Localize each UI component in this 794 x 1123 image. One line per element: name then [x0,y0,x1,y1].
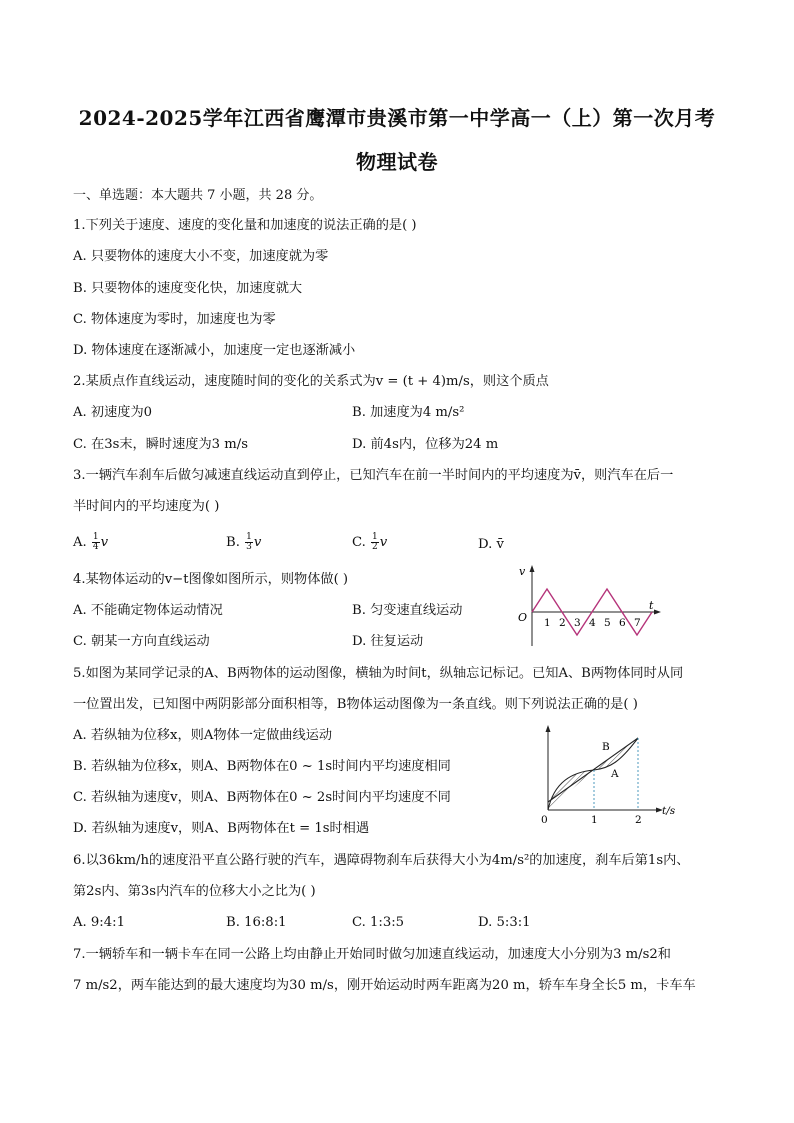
q1-option-c: C. 物体速度为零时，加速度也为零 [73,312,276,327]
q3-stem-line2: 半时间内的平均速度为( ) [73,499,220,514]
q6-option-d: D. 5:3:1 [478,915,531,930]
q5-option-b: B. 若纵轴为位移x，则A、B两物体在0 ~ 1s时间内平均速度相同 [73,759,451,774]
x-axis-label: t/s [662,805,676,817]
exam-title-line2: 物理试卷 [356,150,438,174]
fraction-numerator: 1 [246,532,252,542]
q6-stem-line2: 第2s内、第3s内汽车的位移大小之比为( ) [73,884,316,899]
fraction-denominator: 4 [92,542,99,552]
section-heading: 一、单选题：本大题共 7 小题，共 28 分。 [73,188,323,203]
q4-option-c: C. 朝某一方向直线运动 [73,634,210,649]
q4-option-b: B. 匀变速直线运动 [352,603,463,618]
q1-option-d: D. 物体速度在逐渐减小，加速度一定也逐渐减小 [73,343,356,358]
q1-stem: 1.下列关于速度、速度的变化量和加速度的说法正确的是( ) [73,218,417,233]
origin-label: O [518,611,528,624]
q6-option-b: B. 16:8:1 [226,915,287,930]
fraction [245,533,253,552]
fraction-denominator: 3 [246,542,252,552]
tick-label: 5 [604,617,611,629]
y-axis-arrow [546,725,551,732]
fraction-numerator: 1 [92,532,99,542]
tick-label: 1 [544,617,551,629]
q5-option-c: C. 若纵轴为速度v，则A、B两物体在0 ~ 2s时间内平均速度不同 [73,790,451,805]
q7-stem-line2: 7 m/s2，两车能达到的最大速度均为30 m/s，刚开始运动时两车距离为20 m，轿车车身全长5 m，卡车车 [73,978,696,993]
y-axis-arrow [530,565,535,572]
q7-stem-line1: 7.一辆轿车和一辆卡车在同一公路上均由静止开始同时做匀加速直线运动，加速度大小分别为3 m/s2和 [73,947,671,962]
tick-label-1: 1 [591,814,598,826]
tick-label: 3 [574,617,581,629]
q5-stem-line1: 5.如图为某同学记录的A、B两物体的运动图像，横轴为时间t，纵轴忘记标记。已知A、B两物体同时从同 [73,666,684,681]
exam-title-line1: 2024-2025学年江西省鹰潭市贵溪市第一中学高一（上）第一次月考 [78,106,716,130]
q6-option-a: A. 9:4:1 [73,915,125,930]
q5-option-a: A. 若纵轴为位移x，则A物体一定做曲线运动 [73,728,333,743]
q2-option-b: B. 加速度为4 m/s² [352,405,465,420]
q4-option-d: D. 往复运动 [352,634,424,649]
tick-label-2: 2 [635,814,642,826]
q3-option-a-label: A. [73,535,87,550]
fraction [371,533,379,552]
fraction-numerator: 1 [372,532,378,542]
x-axis-label: t [649,599,654,612]
q2-option-d: D. 前4s内，位移为24 m [352,437,499,452]
q3-option-b [226,533,261,552]
q3-option-c-label: C. [352,535,366,550]
velocity-variable: v [253,535,262,550]
fraction-denominator: 2 [372,542,378,552]
tick-label: 2 [559,617,566,629]
y-axis-label: v [519,565,526,578]
q3-stem-line1: 3.一辆汽车刹车后做匀减速直线运动直到停止，已知汽车在前一半时间内的平均速度为v̄，则汽车在后一 [73,468,674,483]
q1-option-b: B. 只要物体的速度变化快，加速度就大 [73,281,303,296]
q2-option-a: A. 初速度为0 [73,405,153,420]
q3-option-b-label: B. [226,535,240,550]
q5-option-d: D. 若纵轴为速度v，则A、B两物体在t = 1s时相遇 [73,821,370,836]
label-a: A [611,768,619,780]
q3-option-d: D. v̄ [478,537,504,552]
q3-option-a [73,533,108,552]
q5-stem-line2: 一位置出发，已知图中两阴影部分面积相等，B物体运动图像为一条直线。则下列说法正确的是( ) [73,697,638,712]
velocity-variable: v [379,535,388,550]
label-b: B [602,741,610,753]
q6-option-c: C. 1:3:5 [352,915,405,930]
q4-option-a: A. 不能确定物体运动情况 [73,603,223,618]
origin-label: 0 [541,814,548,826]
q3-option-c [352,533,387,552]
fraction [92,533,100,552]
q5-motion-graph [532,722,692,830]
q2-option-c: C. 在3s末，瞬时速度为3 m/s [73,437,248,452]
velocity-variable: v [100,535,109,550]
q4-stem: 4.某物体运动的v−t图像如图所示，则物体做( ) [73,572,349,587]
q4-vt-graph [510,560,670,650]
tick-label: 6 [619,617,626,629]
q6-stem-line1: 6.以36km/h的速度沿平直公路行驶的汽车，遇障碍物刹车后获得大小为4m/s²的加速度，刹车后第1s内、 [73,853,690,868]
tick-label: 4 [589,617,596,629]
x-axis-arrow [654,610,661,615]
tick-label: 7 [634,617,641,629]
q1-option-a: A. 只要物体的速度大小不变，加速度就为零 [73,249,329,264]
q2-stem: 2.某质点作直线运动，速度随时间的变化的关系式为v = (t + 4)m/s，则这个质点 [73,374,549,389]
